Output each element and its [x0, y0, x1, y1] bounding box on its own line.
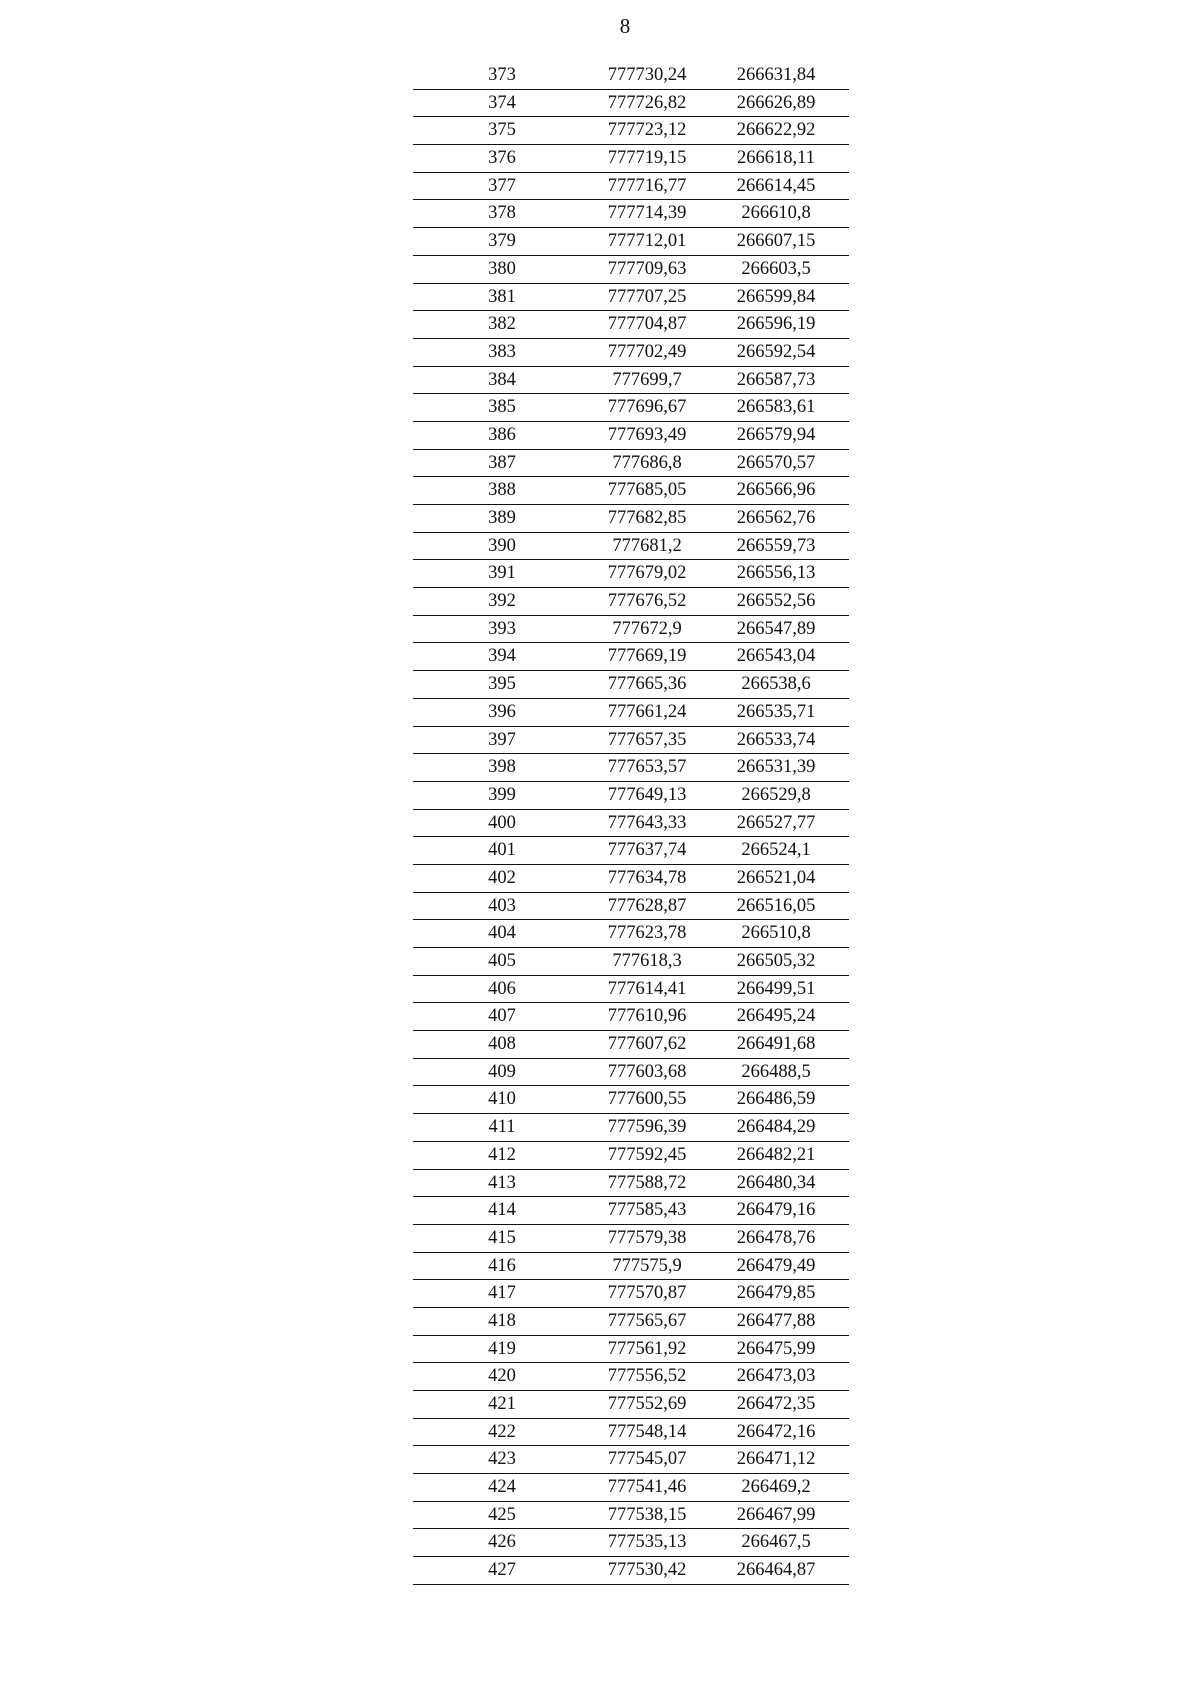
table-row [413, 1253, 849, 1281]
table-row [413, 1142, 849, 1170]
y-coordinate-cell: 266488,5 [741, 1061, 811, 1082]
y-coordinate-cell: 266618,11 [737, 148, 815, 169]
point-number-cell: 412 [488, 1144, 516, 1165]
x-coordinate-cell: 777714,39 [607, 203, 687, 224]
x-coordinate-cell: 777530,42 [607, 1560, 687, 1581]
y-coordinate-cell: 266524,1 [741, 840, 811, 861]
y-coordinate-cell: 266543,04 [736, 646, 816, 667]
page-number: 8 [619, 14, 631, 38]
point-number-cell: 394 [488, 646, 516, 667]
table-row [413, 62, 849, 90]
point-number-cell: 396 [488, 701, 516, 722]
y-coordinate-cell: 266473,03 [736, 1366, 816, 1387]
point-number-cell: 423 [488, 1449, 516, 1470]
x-coordinate-cell: 777600,55 [607, 1089, 687, 1110]
table-row [413, 200, 849, 228]
y-coordinate-cell: 266479,85 [736, 1283, 816, 1304]
x-coordinate-cell: 777709,63 [607, 258, 687, 279]
table-row [413, 394, 849, 422]
point-number-cell: 383 [488, 341, 516, 362]
x-coordinate-cell: 777545,07 [607, 1449, 687, 1470]
point-number-cell: 411 [488, 1117, 516, 1138]
point-number-cell: 389 [488, 508, 516, 528]
table-row [413, 948, 849, 976]
point-number-cell: 422 [488, 1421, 516, 1442]
table-row [413, 1280, 849, 1308]
y-coordinate-cell: 266603,5 [741, 258, 811, 279]
point-number-cell: 378 [488, 203, 516, 224]
x-coordinate-cell: 777653,57 [607, 757, 687, 778]
x-coordinate-cell: 777686,8 [612, 452, 682, 473]
table-row [413, 450, 849, 478]
y-coordinate-cell: 266480,34 [736, 1172, 816, 1193]
table-row [413, 1419, 849, 1447]
y-coordinate-cell: 266610,8 [741, 203, 811, 224]
y-coordinate-cell: 266535,71 [736, 701, 816, 722]
point-number-cell: 379 [488, 231, 516, 252]
y-coordinate-cell: 266562,76 [736, 508, 816, 528]
point-number-cell: 417 [488, 1283, 516, 1304]
y-coordinate-cell: 266477,88 [736, 1310, 816, 1331]
table-row [413, 588, 849, 616]
x-coordinate-cell: 777623,78 [607, 923, 687, 944]
table-row [413, 1059, 849, 1087]
x-coordinate-cell: 777712,01 [607, 231, 687, 252]
y-coordinate-cell: 266499,51 [736, 978, 816, 999]
x-coordinate-cell: 777607,62 [607, 1034, 687, 1055]
x-coordinate-cell: 777628,87 [607, 895, 687, 916]
y-coordinate-cell: 266599,84 [736, 286, 816, 307]
table-row [413, 1557, 849, 1585]
table-row [413, 1363, 849, 1391]
point-number-cell: 375 [488, 120, 516, 141]
point-number-cell: 387 [488, 452, 516, 473]
y-coordinate-cell: 266472,16 [736, 1421, 816, 1442]
table-row [413, 117, 849, 145]
point-number-cell: 385 [488, 397, 516, 418]
table-row [413, 976, 849, 1004]
point-number-cell: 425 [488, 1504, 516, 1525]
table-row [413, 311, 849, 339]
point-number-cell: 390 [488, 535, 516, 556]
table-row [413, 1170, 849, 1198]
y-coordinate-cell: 266547,89 [736, 618, 816, 639]
table-row [413, 837, 849, 865]
x-coordinate-cell: 777696,67 [607, 397, 687, 418]
y-coordinate-cell: 266479,49 [736, 1255, 816, 1276]
point-number-cell: 409 [488, 1061, 516, 1082]
point-number-cell: 382 [488, 314, 516, 335]
table-row [413, 533, 849, 561]
point-number-cell: 401 [488, 840, 516, 861]
table-row [413, 339, 849, 367]
x-coordinate-cell: 777702,49 [607, 341, 687, 362]
x-coordinate-cell: 777592,45 [607, 1144, 687, 1165]
point-number-cell: 399 [488, 784, 516, 805]
y-coordinate-cell: 266559,73 [736, 535, 816, 556]
y-coordinate-cell: 266592,54 [736, 341, 816, 362]
point-number-cell: 420 [488, 1366, 516, 1387]
table-row [413, 1502, 849, 1530]
table-row [413, 1308, 849, 1336]
table-row [413, 671, 849, 699]
point-number-cell: 392 [488, 591, 516, 612]
point-number-cell: 388 [488, 480, 516, 501]
table-row [413, 1197, 849, 1225]
table-row [413, 1114, 849, 1142]
table-row [413, 754, 849, 782]
point-number-cell: 380 [488, 258, 516, 279]
x-coordinate-cell: 777596,39 [607, 1117, 687, 1138]
x-coordinate-cell: 777665,36 [607, 674, 687, 695]
y-coordinate-cell: 266495,24 [736, 1006, 816, 1027]
y-coordinate-cell: 266475,99 [736, 1338, 816, 1359]
x-coordinate-cell: 777685,05 [607, 480, 687, 501]
table-row [413, 256, 849, 284]
table-row [413, 1336, 849, 1364]
table-row [413, 643, 849, 671]
table-row [413, 1031, 849, 1059]
point-number-cell: 418 [488, 1310, 516, 1331]
y-coordinate-cell: 266469,2 [741, 1477, 811, 1498]
x-coordinate-cell: 777618,3 [612, 951, 682, 971]
y-coordinate-cell: 266626,89 [736, 92, 816, 113]
table-row [413, 560, 849, 588]
y-coordinate-cell: 266566,96 [736, 480, 816, 501]
table-row [413, 1225, 849, 1253]
point-number-cell: 376 [488, 148, 516, 169]
table-row [413, 1086, 849, 1114]
y-coordinate-cell: 266631,84 [736, 65, 816, 85]
point-number-cell: 400 [488, 812, 516, 833]
point-number-cell: 398 [488, 757, 516, 778]
point-number-cell: 408 [488, 1034, 516, 1055]
table-row [413, 145, 849, 173]
x-coordinate-cell: 777541,46 [607, 1477, 687, 1498]
table-row [413, 920, 849, 948]
table-row [413, 782, 849, 810]
x-coordinate-cell: 777699,7 [612, 369, 682, 390]
x-coordinate-cell: 777637,74 [607, 840, 687, 861]
point-number-cell: 424 [488, 1477, 516, 1498]
point-number-cell: 384 [488, 369, 516, 390]
y-coordinate-cell: 266486,59 [736, 1089, 816, 1110]
y-coordinate-cell: 266484,29 [736, 1117, 816, 1138]
point-number-cell: 391 [488, 563, 516, 584]
x-coordinate-cell: 777723,12 [607, 120, 687, 141]
x-coordinate-cell: 777661,24 [607, 701, 687, 722]
table-row [413, 893, 849, 921]
x-coordinate-cell: 777679,02 [607, 563, 687, 584]
x-coordinate-cell: 777681,2 [612, 535, 682, 556]
table-row [413, 1529, 849, 1557]
y-coordinate-cell: 266570,57 [736, 452, 816, 473]
point-number-cell: 404 [488, 923, 516, 944]
point-number-cell: 393 [488, 618, 516, 639]
table-row [413, 865, 849, 893]
y-coordinate-cell: 266521,04 [736, 867, 816, 888]
y-coordinate-cell: 266478,76 [736, 1227, 816, 1248]
x-coordinate-cell: 777552,69 [607, 1394, 687, 1414]
x-coordinate-cell: 777579,38 [607, 1227, 687, 1248]
point-number-cell: 416 [488, 1255, 516, 1276]
y-coordinate-cell: 266607,15 [736, 231, 816, 252]
x-coordinate-cell: 777603,68 [607, 1061, 687, 1082]
point-number-cell: 395 [488, 674, 516, 695]
point-number-cell: 414 [488, 1200, 516, 1221]
y-coordinate-cell: 266583,61 [736, 397, 816, 418]
y-coordinate-cell: 266516,05 [736, 895, 816, 916]
x-coordinate-cell: 777610,96 [607, 1006, 687, 1027]
x-coordinate-cell: 777538,15 [607, 1504, 687, 1525]
x-coordinate-cell: 777707,25 [607, 286, 687, 307]
x-coordinate-cell: 777570,87 [607, 1283, 687, 1304]
table-row [413, 699, 849, 727]
table-row [413, 1474, 849, 1502]
x-coordinate-cell: 777682,85 [607, 508, 687, 528]
point-number-cell: 386 [488, 424, 516, 445]
x-coordinate-cell: 777669,19 [607, 646, 687, 667]
y-coordinate-cell: 266556,13 [736, 563, 816, 584]
y-coordinate-cell: 266622,92 [736, 120, 816, 141]
x-coordinate-cell: 777672,9 [612, 618, 682, 639]
y-coordinate-cell: 266587,73 [736, 369, 816, 390]
point-number-cell: 397 [488, 729, 516, 750]
point-number-cell: 427 [488, 1560, 516, 1581]
x-coordinate-cell: 777693,49 [607, 424, 687, 445]
y-coordinate-cell: 266527,77 [736, 812, 816, 833]
x-coordinate-cell: 777561,92 [607, 1338, 687, 1359]
x-coordinate-cell: 777535,13 [607, 1532, 687, 1553]
x-coordinate-cell: 777676,52 [607, 591, 687, 612]
y-coordinate-cell: 266491,68 [736, 1034, 816, 1055]
x-coordinate-cell: 777719,15 [607, 148, 687, 169]
point-number-cell: 374 [488, 92, 516, 113]
point-number-cell: 373 [488, 65, 516, 85]
x-coordinate-cell: 777649,13 [607, 784, 687, 805]
x-coordinate-cell: 777730,24 [607, 65, 687, 85]
y-coordinate-cell: 266482,21 [736, 1144, 816, 1165]
y-coordinate-cell: 266533,74 [736, 729, 816, 750]
point-number-cell: 410 [488, 1089, 516, 1110]
y-coordinate-cell: 266614,45 [736, 175, 816, 196]
x-coordinate-cell: 777565,67 [607, 1310, 687, 1331]
table-row [413, 284, 849, 312]
table-row [413, 1446, 849, 1474]
x-coordinate-cell: 777643,33 [607, 812, 687, 833]
point-number-cell: 421 [488, 1394, 516, 1414]
y-coordinate-cell: 266552,56 [736, 591, 816, 612]
y-coordinate-cell: 266505,32 [736, 951, 816, 971]
y-coordinate-cell: 266472,35 [736, 1394, 816, 1414]
y-coordinate-cell: 266479,16 [736, 1200, 816, 1221]
point-number-cell: 426 [488, 1532, 516, 1553]
coordinate-table [413, 62, 849, 1585]
x-coordinate-cell: 777614,41 [607, 978, 687, 999]
table-row [413, 810, 849, 838]
y-coordinate-cell: 266596,19 [736, 314, 816, 335]
y-coordinate-cell: 266579,94 [736, 424, 816, 445]
y-coordinate-cell: 266464,87 [736, 1560, 816, 1581]
table-row [413, 367, 849, 395]
x-coordinate-cell: 777634,78 [607, 867, 687, 888]
x-coordinate-cell: 777657,35 [607, 729, 687, 750]
y-coordinate-cell: 266531,39 [736, 757, 816, 778]
table-row [413, 1391, 849, 1419]
x-coordinate-cell: 777585,43 [607, 1200, 687, 1221]
table-row [413, 477, 849, 505]
x-coordinate-cell: 777704,87 [607, 314, 687, 335]
y-coordinate-cell: 266529,8 [741, 784, 811, 805]
y-coordinate-cell: 266471,12 [736, 1449, 816, 1470]
point-number-cell: 403 [488, 895, 516, 916]
table-row [413, 727, 849, 755]
table-row [413, 505, 849, 533]
table-row [413, 228, 849, 256]
y-coordinate-cell: 266538,6 [741, 674, 811, 695]
point-number-cell: 419 [488, 1338, 516, 1359]
y-coordinate-cell: 266467,99 [736, 1504, 816, 1525]
point-number-cell: 381 [488, 286, 516, 307]
table-row [413, 173, 849, 201]
x-coordinate-cell: 777556,52 [607, 1366, 687, 1387]
x-coordinate-cell: 777588,72 [607, 1172, 687, 1193]
point-number-cell: 406 [488, 978, 516, 999]
point-number-cell: 407 [488, 1006, 516, 1027]
y-coordinate-cell: 266467,5 [741, 1532, 811, 1553]
x-coordinate-cell: 777716,77 [607, 175, 687, 196]
table-row [413, 90, 849, 118]
point-number-cell: 377 [488, 175, 516, 196]
table-row [413, 616, 849, 644]
table-row [413, 422, 849, 450]
point-number-cell: 413 [488, 1172, 516, 1193]
table-row [413, 1003, 849, 1031]
point-number-cell: 415 [488, 1227, 516, 1248]
y-coordinate-cell: 266510,8 [741, 923, 811, 944]
point-number-cell: 405 [488, 951, 516, 971]
x-coordinate-cell: 777548,14 [607, 1421, 687, 1442]
point-number-cell: 402 [488, 867, 516, 888]
x-coordinate-cell: 777575,9 [612, 1255, 682, 1276]
x-coordinate-cell: 777726,82 [607, 92, 687, 113]
